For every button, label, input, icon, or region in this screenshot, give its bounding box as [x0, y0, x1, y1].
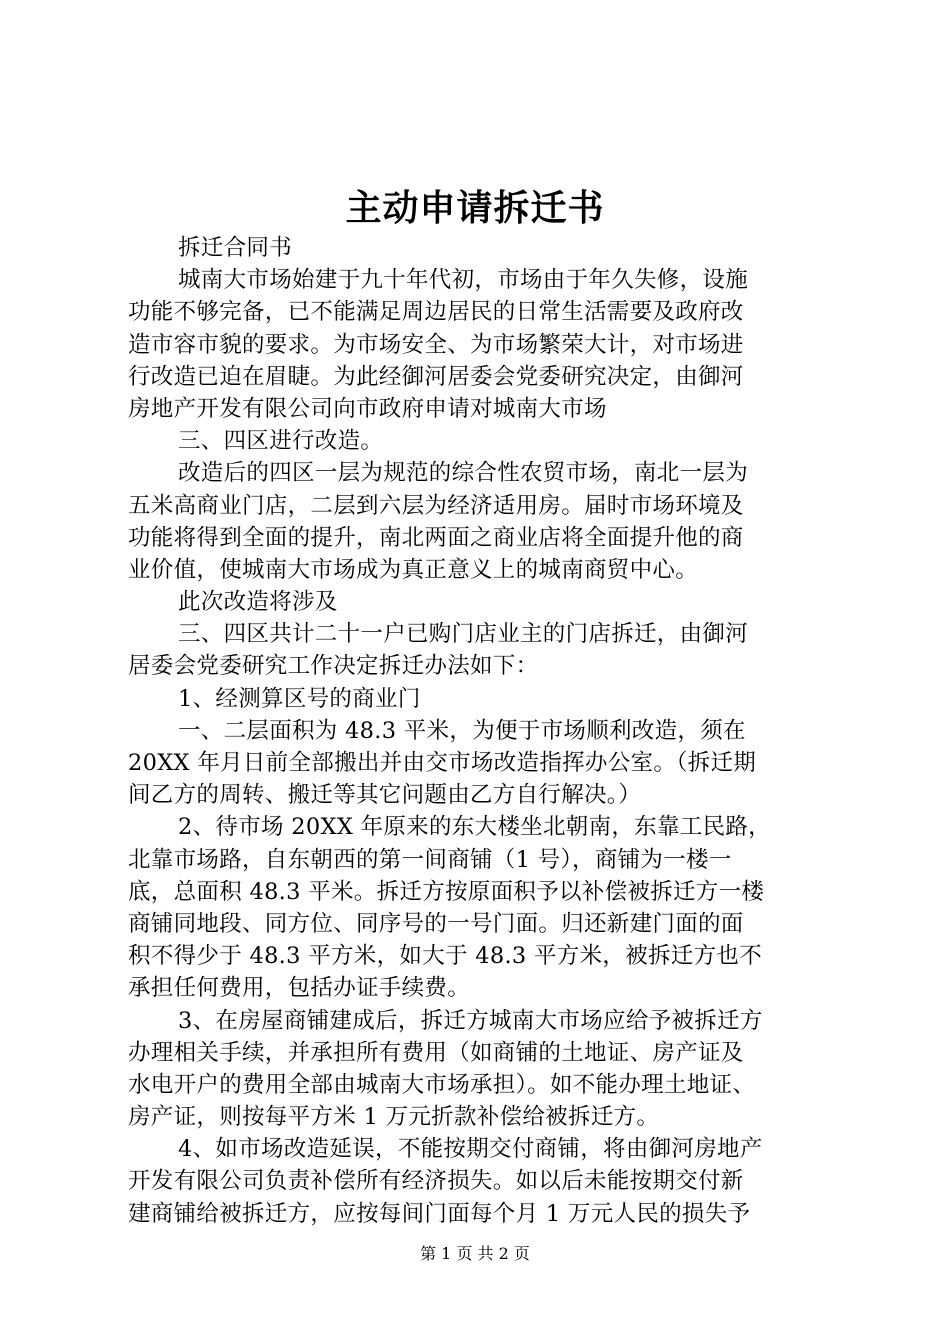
- body-line: 积不得少于 48.3 平方米，如大于 48.3 平方米，被拆迁方也不: [128, 943, 763, 970]
- body-line: 3、在房屋商铺建成后，拆迁方城南大市场应给予被拆迁方: [178, 1007, 763, 1034]
- body-line: 水电开户的费用全部由城南大市场承担）。如不能办理土地证、: [128, 1071, 756, 1098]
- body-line: 功能将得到全面的提升，南北两面之商业店将全面提升他的商: [128, 524, 744, 551]
- body-line: 造市容市貌的要求。为市场安全、为市场繁荣大计，对市场进: [128, 331, 744, 358]
- body-line: 房产证，则按每平方米 1 万元折款补偿给被拆迁方。: [128, 1104, 660, 1131]
- body-line: 20XX 年月日前全部搬出并由交市场改造指挥办公室。（拆迁期: [128, 750, 757, 776]
- body-line: 功能不够完备，已不能满足周边居民的日常生活需要及政府改: [128, 299, 744, 326]
- body-line: 居委会党委研究工作决定拆迁办法如下：: [128, 653, 539, 680]
- body-line: 建商铺给被拆迁方，应按每间门面每个月 1 万元人民的损失予: [128, 1200, 751, 1227]
- body-line: 五米高商业门店，二层到六层为经济适用房。届时市场环境及: [128, 492, 744, 519]
- body-line: 2、待市场 20XX 年原来的东大楼坐北朝南，东靠工民路，: [178, 814, 771, 841]
- body-line: 房地产开发有限公司向市政府申请对城南大市场: [128, 395, 607, 422]
- body-line: 拆迁合同书: [178, 235, 293, 261]
- body-line: 行改造已迫在眉睫。为此经御河居委会党委研究决定，由御河: [128, 363, 744, 390]
- page-footer: 第 1 页 共 2 页: [420, 1244, 530, 1263]
- body-line: 一、二层面积为 48.3 平米，为便于市场顺利改造，须在: [178, 717, 746, 744]
- body-line: 开发有限公司负责补偿所有经济损失。如以后未能按期交付新: [128, 1168, 744, 1195]
- body-line: 办理相关手续，并承担所有费用（如商铺的土地证、房产证及: [128, 1039, 744, 1066]
- body-line: 承担任何费用，包括办证手续费。: [128, 975, 471, 1002]
- body-line: 4、如市场改造延误，不能按期交付商铺，将由御河房地产: [178, 1136, 763, 1163]
- body-line: 改造后的四区一层为规范的综合性农贸市场，南北一层为: [178, 460, 749, 487]
- body-line: 北靠市场路，自东朝西的第一间商铺（1 号），商铺为一楼一: [128, 846, 732, 873]
- document-body: [128, 232, 838, 1230]
- body-line: 三、四区进行改造。: [178, 428, 384, 455]
- document-title: 主动申请拆迁书: [345, 187, 605, 229]
- body-line: 业价值，使城南大市场成为真正意义上的城南商贸中心。: [128, 556, 699, 583]
- body-line: 三、四区共计二十一户已购门店业主的门店拆迁，由御河: [178, 621, 749, 648]
- body-line: 商铺同地段、同方位、同序号的一号门面。归还新建门面的面: [128, 910, 744, 937]
- body-line: 间乙方的周转、搬迁等其它问题由乙方自行解决。）: [128, 782, 642, 809]
- body-line: 底，总面积 48.3 平米。拆迁方按原面积予以补偿被拆迁方一楼: [128, 878, 765, 905]
- body-line: 此次改造将涉及: [178, 589, 338, 616]
- body-line: 城南大市场始建于九十年代初，市场由于年久失修，设施: [178, 267, 749, 294]
- body-line: 1、经测算区号的商业门: [178, 685, 421, 712]
